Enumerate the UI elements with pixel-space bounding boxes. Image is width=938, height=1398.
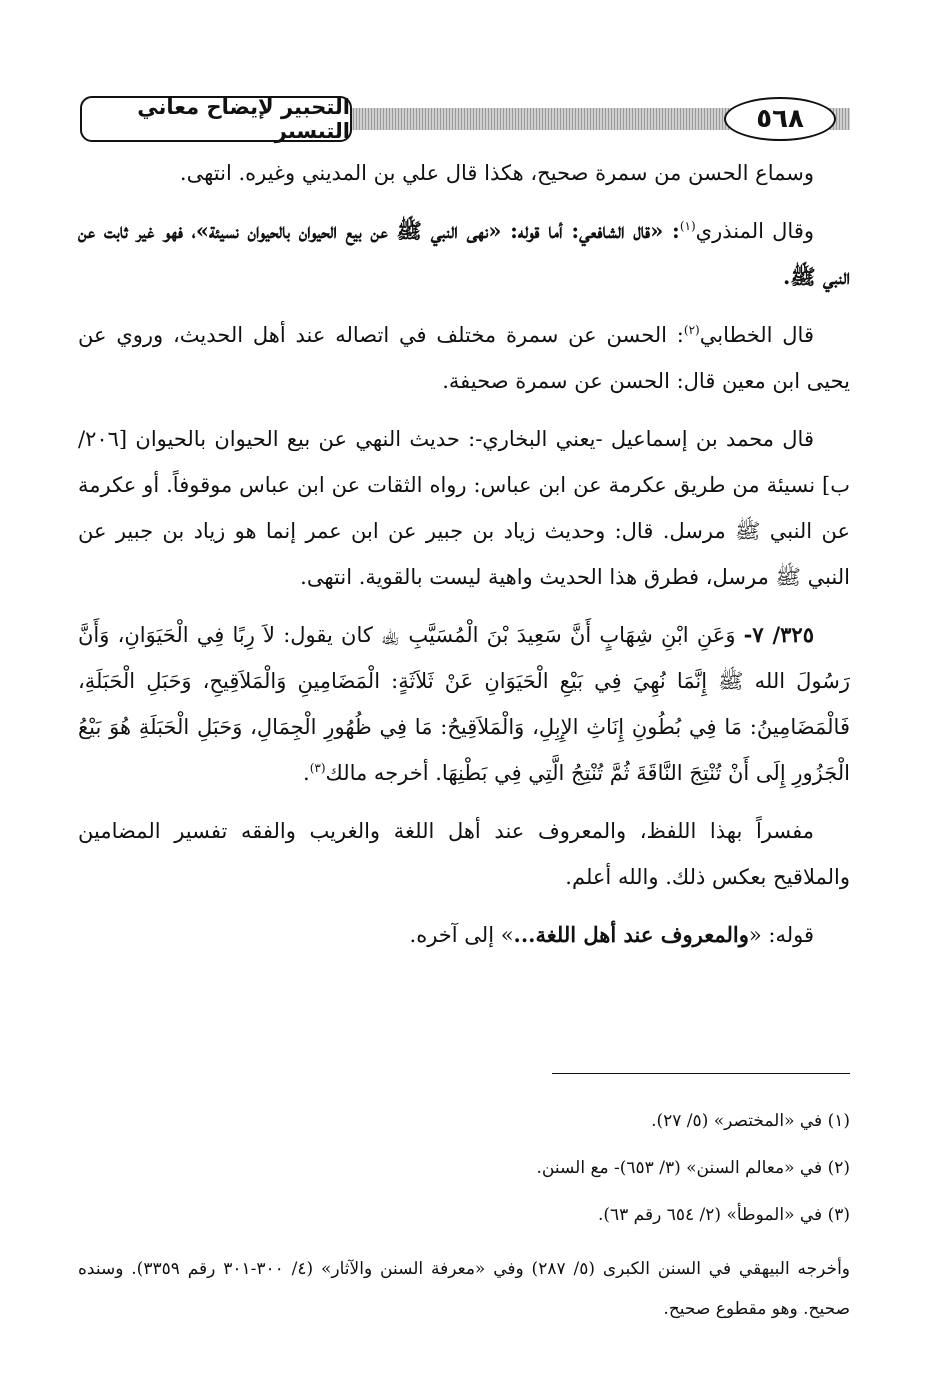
hadith-paragraph bbox=[78, 612, 850, 796]
footnote-2: (٢) في «معالم السنن» (٣/ ٦٥٣)- مع السنن. bbox=[536, 1158, 850, 1178]
hadith-number: ٣٢٥/ ٧- bbox=[743, 622, 814, 647]
footnote-separator bbox=[552, 1073, 850, 1074]
hadith-text: وَعَنِ ابْنِ شِهَابٍ أَنَّ سَعِيدَ بْنَ الْمُسَيَّبِ ﵀ كان يقول: لاَ رِبًا فِي الْحَيَوَانِ، وَأَنَّ رَسُولَ الله ﷺ إِنَّمَا نُهِيَ فِي بَيْعِ الْحَيَوَانِ عَنْ ثَلاَثَةٍ: الْمَضَامِينِ وَالْمَلاَقِيحِ، وَحَبَلِ الْحَبَلَةِ، فَالْمَضَامِينُ: مَا فِي بُطُونِ إِنَاثِ الإِبِلِ، وَالْمَلاَقِيحُ: مَا فِي ظُهُورِ الْجِمَالِ، وَحَبَلِ الْحَبَلَةِ هُوَ بَيْعُ الْجَزُورِ إِلَى أَنْ تُنْتِجَ النَّاقَةَ ثُمَّ تُنْتِجُ الَّتِي فِي بَطْنِهَا. أخرجه مالك bbox=[78, 623, 850, 785]
paragraph-4-text: قال محمد بن إسماعيل -يعني البخاري-: حديث النهي عن بيع الحيوان بالحيوان [٢٠٦/ب] نسيئة من طريق عكرمة عن ابن عباس: رواه الثقات عن ابن عباس موقوفاً. أو عكرمة عن النبي ﷺ مرسل. قال: وحديث زياد بن جبير عن ابن عمر إنما هو زياد بن جبير عن النبي ﷺ مرسل، فطرق هذا الحديث واهية ليست بالقوية. انتهى. bbox=[78, 427, 850, 589]
footnote-3-continuation: وأخرجه البيهقي في السنن الكبرى (٥/ ٢٨٧) وفي «معرفة السنن والآثار» (٤/ ٣٠٠-٣٠١ رقم ٣٣٥٩). وسنده صحيح. وهو مقطوع صحيح. bbox=[78, 1259, 850, 1319]
paragraph-2-quote: : «قال الشافعي: أما قوله: «نهى النبي ﷺ عن بيع الحيوان بالحيوان نسيئة»، فهو غير ثابت عن النبي ﷺ. bbox=[78, 218, 850, 289]
footnote-ref-1[interactable]: (١) bbox=[679, 219, 696, 233]
paragraph-3 bbox=[78, 312, 850, 404]
paragraph-3-text: : الحسن عن سمرة مختلف في اتصاله عند أهل الحديث، وروي عن يحيى ابن معين قال: الحسن عن سمرة صحيفة. bbox=[78, 323, 850, 393]
footnote-1: (١) في «المختصر» (٥/ ٢٧). bbox=[651, 1111, 850, 1131]
paragraph-1-text: وسماع الحسن من سمرة صحيح، هكذا قال علي بن المديني وغيره. انتهى. bbox=[179, 161, 814, 185]
paragraph-4 bbox=[78, 416, 850, 600]
main-text bbox=[78, 150, 850, 958]
page-header bbox=[80, 96, 850, 142]
paragraph-2 bbox=[78, 208, 850, 300]
paragraph-2-lead: وقال المنذري bbox=[695, 219, 814, 243]
footnote-3: (٣) في «الموطأ» (٢/ ٦٥٤ رقم ٦٣). bbox=[597, 1205, 850, 1225]
footnote-ref-3[interactable]: (٣) bbox=[309, 761, 326, 775]
paragraph-1 bbox=[78, 150, 850, 196]
footnote-ref-2[interactable]: (٢) bbox=[683, 323, 700, 337]
paragraph-6-text: مفسراً بهذا اللفظ، والمعروف عند أهل اللغة والغريب والفقه تفسير المضامين والملاقيح بعكس ذلك. والله أعلم. bbox=[78, 819, 850, 889]
footnotes bbox=[78, 1108, 850, 1329]
book-title: التحبير لإيضاح معاني التيسير bbox=[80, 96, 352, 142]
paragraph-7-lead: قوله: « bbox=[748, 923, 814, 947]
paragraph-7-quote: والمعروف عند أهل اللغة... bbox=[513, 922, 749, 947]
paragraph-7-tail: » إلى آخره. bbox=[409, 923, 514, 947]
paragraph-7 bbox=[78, 912, 850, 958]
paragraph-6 bbox=[78, 808, 850, 900]
hadith-end: . bbox=[303, 761, 310, 785]
page-number: ٥٦٨ bbox=[724, 97, 836, 141]
paragraph-3-lead: قال الخطابي bbox=[699, 323, 814, 347]
